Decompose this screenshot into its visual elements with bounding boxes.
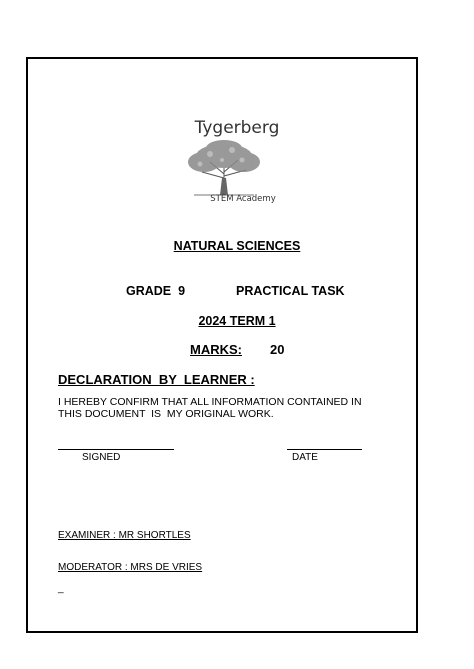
signature-line: [58, 449, 174, 450]
logo-tagline: STEM Academy: [210, 194, 276, 204]
marks-value: 20: [270, 342, 285, 357]
logo-title: Tygerberg: [194, 118, 280, 138]
signed-label: SIGNED: [82, 452, 121, 463]
moderator-label: MODERATOR : MRS DE VRIES: [58, 562, 203, 573]
examiner-label: EXAMINER : MR SHORTLES: [58, 530, 191, 541]
term-label: 2024 TERM 1: [198, 314, 276, 328]
marks-label: MARKS:: [190, 342, 242, 357]
declaration-text: I HEREBY CONFIRM THAT ALL INFORMATION CONTAINED IN THIS DOCUMENT IS MY ORIGINAL WORK.: [58, 396, 365, 420]
trailing-mark: _: [58, 583, 64, 594]
tree-logo-icon: [180, 138, 268, 196]
grade-label: GRADE 9: [126, 284, 186, 298]
date-line: [287, 449, 362, 450]
date-label: DATE: [292, 452, 318, 463]
task-label: PRACTICAL TASK: [236, 284, 345, 298]
subject-heading: NATURAL SCIENCES: [173, 239, 301, 253]
declaration-heading: DECLARATION BY LEARNER :: [58, 372, 255, 387]
